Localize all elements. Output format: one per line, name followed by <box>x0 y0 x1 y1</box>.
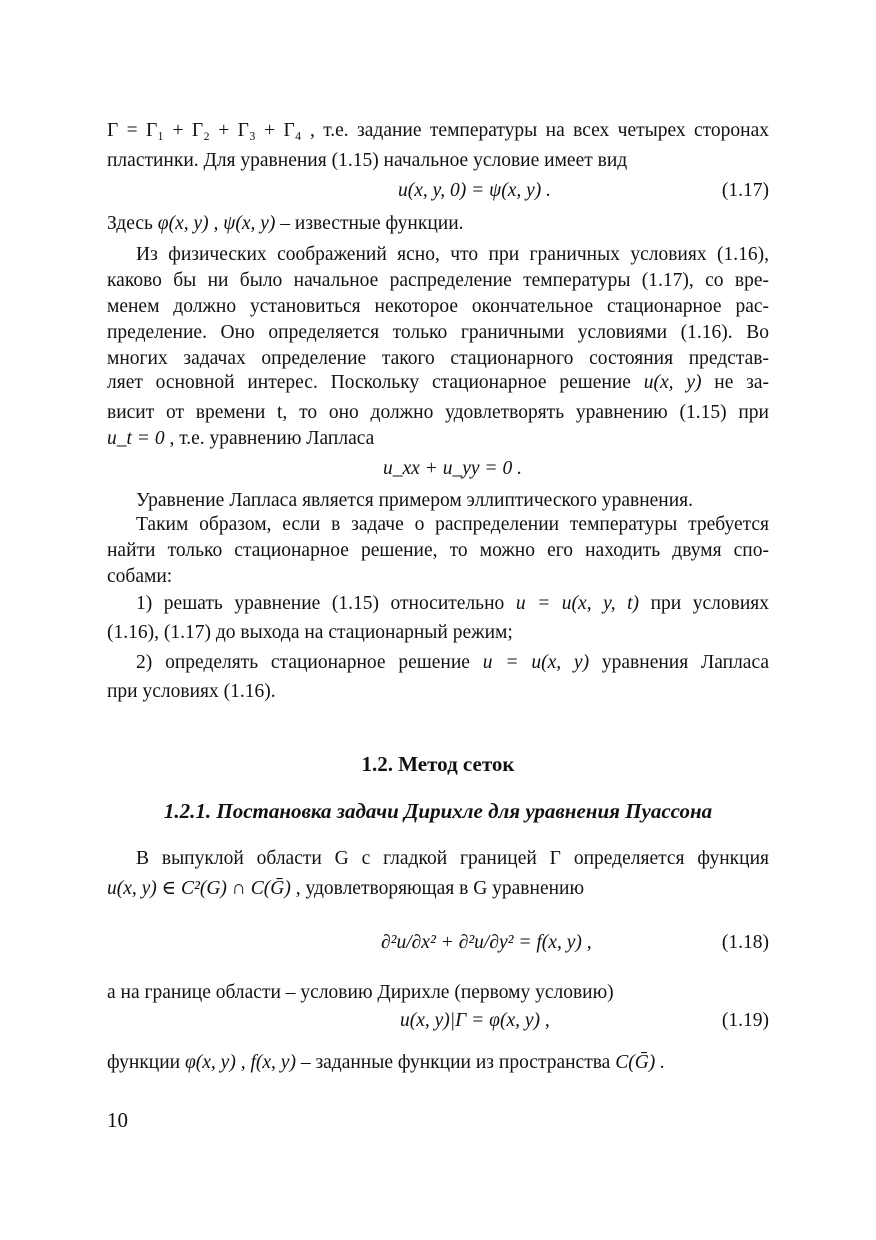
p8-line <box>107 1050 769 1076</box>
p3-line8-math: u_t = 0 <box>107 428 165 449</box>
p6-line2-post: , удовлетворяющая в G уравнению <box>295 878 585 899</box>
p3-line3: менем должно установиться некоторое окончательное стационарное рас- <box>107 296 769 317</box>
p8-space: C(Ḡ) . <box>615 1052 666 1073</box>
p3-line7: висит от времени t, то оно должно удовлетворять уравнению (1.15) при <box>107 402 769 423</box>
equation-number-1-19: (1.19) <box>721 1010 769 1031</box>
section-title: 1.2. Метод сеток <box>361 752 515 776</box>
p1-line1-text: , т.е. задание температуры на всех четырех сторонах <box>309 120 770 141</box>
laplace-equation: u_xx + u_yy = 0 . <box>383 458 522 479</box>
p5-line1: Таким образом, если в задаче о распределении температуры требуется <box>136 514 769 535</box>
p6-line2-math: u(x, y) ∈ C²(G) ∩ C(Ḡ) <box>107 878 291 899</box>
item1-post: при условиях <box>650 593 769 614</box>
item1-math: u = u(x, y, t) <box>515 593 640 614</box>
p2-phi: φ(x, y) , <box>157 213 219 234</box>
p2-line <box>107 211 769 237</box>
item2-pre: 2) определять стационарное решение <box>136 652 470 673</box>
equation-1-18: ∂²u/∂x² + ∂²u/∂y² = f(x, y) , <box>381 932 592 953</box>
p5-line2: найти только стационарное решение, то можно его находить двумя спо- <box>107 540 769 561</box>
p2-suffix: – известные функции. <box>280 213 464 234</box>
p6-line2 <box>107 876 769 902</box>
item1-line2: (1.16), (1.17) до выхода на стационарный режим; <box>107 622 513 643</box>
p3-line2: каково бы ни было начальное распределение температуры (1.17), со вре- <box>107 270 769 291</box>
p6-line1: В выпуклой области G с гладкой границей Γ определяется функция <box>136 848 769 869</box>
p8-prefix: функции <box>107 1052 181 1073</box>
equation-1-19: u(x, y)|Γ = φ(x, y) , <box>400 1010 550 1031</box>
item2-math: u = u(x, y) <box>482 652 590 673</box>
item1-pre: 1) решать уравнение (1.15) относительно <box>136 593 505 614</box>
item2-line2: при условиях (1.16). <box>107 681 276 702</box>
equation-number-1-17: (1.17) <box>721 180 769 201</box>
p3-line4: пределение. Оно определяется только граничными условиями (1.16). Во <box>107 322 769 343</box>
p4-line1: Уравнение Лапласа является примером эллиптического уравнения. <box>136 490 694 511</box>
p1-line1 <box>107 118 769 144</box>
p5-line3: собами: <box>107 566 173 587</box>
p8-phi: φ(x, y) , <box>185 1052 246 1073</box>
p8-suffix: – заданные функции из пространства <box>300 1052 611 1073</box>
equation-number-1-18: (1.18) <box>721 932 769 953</box>
p3-line1: Из физических соображений ясно, что при граничных условиях (1.16), <box>136 244 769 265</box>
p7-line1: а на границе области – условию Дирихле (первому условию) <box>107 982 614 1003</box>
boundary-equation: Γ = Γ₁ + Γ₂ + Γ₃ + Γ₄ <box>107 120 302 141</box>
p2-prefix: Здесь <box>107 213 153 234</box>
p3-line8 <box>107 426 769 452</box>
p3-line6-math: u(x, y) <box>643 372 702 393</box>
p1-line2: пластинки. Для уравнения (1.15) начальное условие имеет вид <box>107 150 628 171</box>
p3-line5: многих задачах определение такого стационарного состояния представ- <box>107 348 769 369</box>
p3-line8-post: , т.е. уравнению Лапласа <box>169 428 375 449</box>
p2-psi: ψ(x, y) <box>223 213 276 234</box>
item1-line1 <box>136 591 769 617</box>
p8-f: f(x, y) <box>250 1052 296 1073</box>
page-number: 10 <box>107 1108 128 1132</box>
p3-line6-pre: ляет основной интерес. Поскольку стационарное решение <box>107 372 631 393</box>
p3-line6-post: не за- <box>714 372 769 393</box>
item2-post: уравнения Лапласа <box>601 652 770 673</box>
item2-line1 <box>136 650 769 676</box>
equation-1-17: u(x, y, 0) = ψ(x, y) . <box>398 180 552 201</box>
subsection-title: 1.2.1. Постановка задачи Дирихле для уравнения Пуассона <box>163 799 713 823</box>
p3-line6 <box>107 370 769 396</box>
